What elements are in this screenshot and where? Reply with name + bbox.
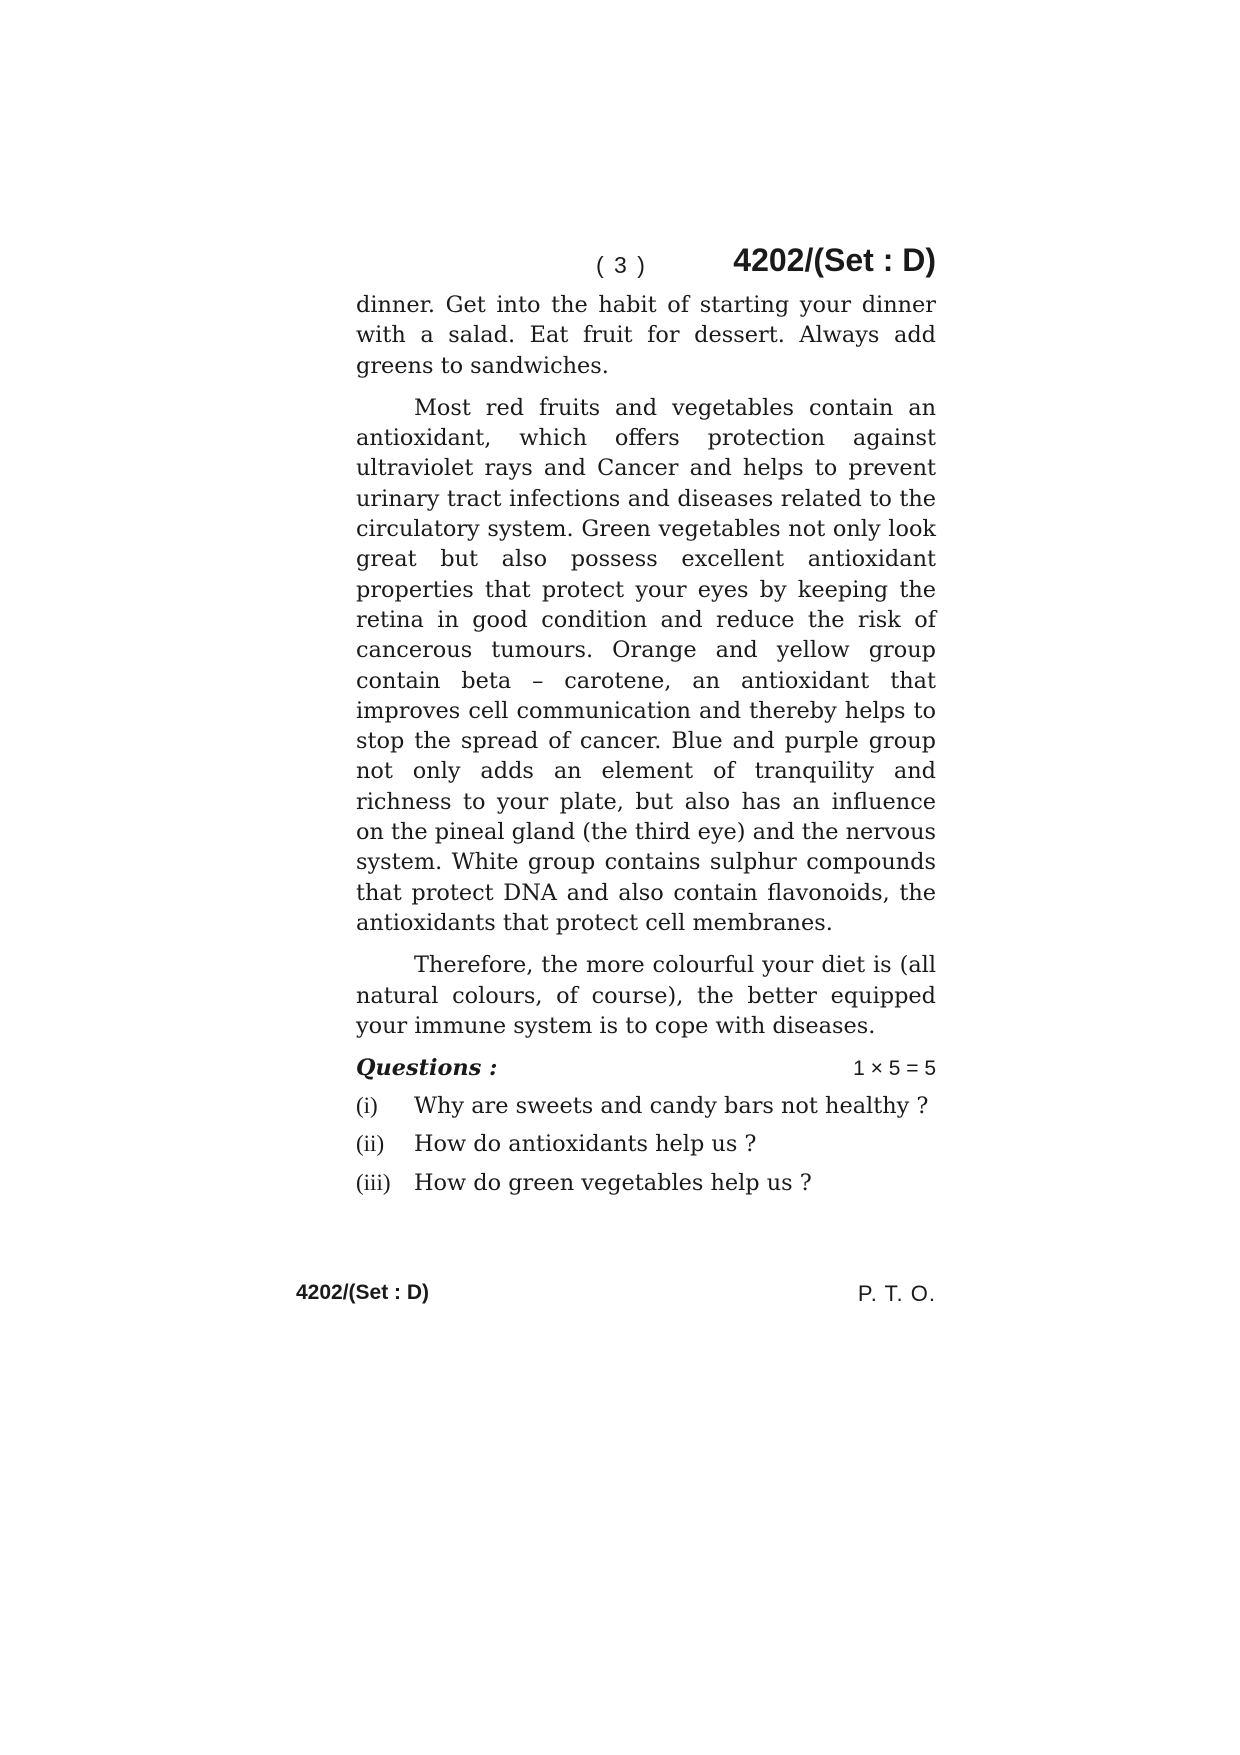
passage-body <box>356 290 936 1206</box>
question-number: (iii) <box>356 1169 391 1195</box>
passage-paragraph-2: Most red fruits and vegetables contain an antioxidant, which offers protection against ultraviolet rays and Cancer and helps to prevent urinary tract infections and diseases related to the circulatory system. Green vegetables not only look great but also possess excellent antioxidant properties that protect your eyes by keeping the retina in good condition and reduce the risk of cancerous tumours. Orange and yellow group contain beta – carotene, an antioxidant that improves cell communication and thereby helps to stop the spread of cancer. Blue and purple group not only adds an element of tranquility and richness to your plate, but also has an influence on the pineal gland (the third eye) and the nervous system. White group contains sulphur compounds that protect DNA and also contain flavonoids, the antioxidants that protect cell membranes. <box>356 394 936 936</box>
please-turn-over: P. T. O. <box>857 1281 936 1306</box>
page-header <box>356 242 936 292</box>
question-item <box>356 1168 936 1198</box>
questions-header <box>356 1053 936 1087</box>
passage-paragraph-1: dinner. Get into the habit of starting your dinner with a salad. Eat fruit for dessert. Always add greens to sandwiches. <box>356 292 936 379</box>
question-number: (ii) <box>356 1131 385 1157</box>
question-number: (i) <box>356 1093 378 1119</box>
paper-code-header: 4202/(Set : D) <box>733 242 936 278</box>
question-item <box>356 1091 936 1121</box>
paper-code-footer: 4202/(Set : D) <box>296 1281 430 1304</box>
page-number: ( 3 ) <box>596 252 647 278</box>
question-item <box>356 1129 936 1159</box>
question-text: How do antioxidants help us ? <box>414 1131 757 1158</box>
question-list <box>356 1091 936 1198</box>
passage-paragraph-3: Therefore, the more colourful your diet is (all natural colours, of course), the better equipped your immune system is to cope with diseases. <box>356 952 936 1039</box>
question-text: How do green vegetables help us ? <box>414 1169 812 1196</box>
questions-title: Questions : <box>356 1055 498 1082</box>
question-text: Why are sweets and candy bars not healthy ? <box>414 1093 929 1120</box>
questions-marks: 1 × 5 = 5 <box>853 1057 936 1081</box>
